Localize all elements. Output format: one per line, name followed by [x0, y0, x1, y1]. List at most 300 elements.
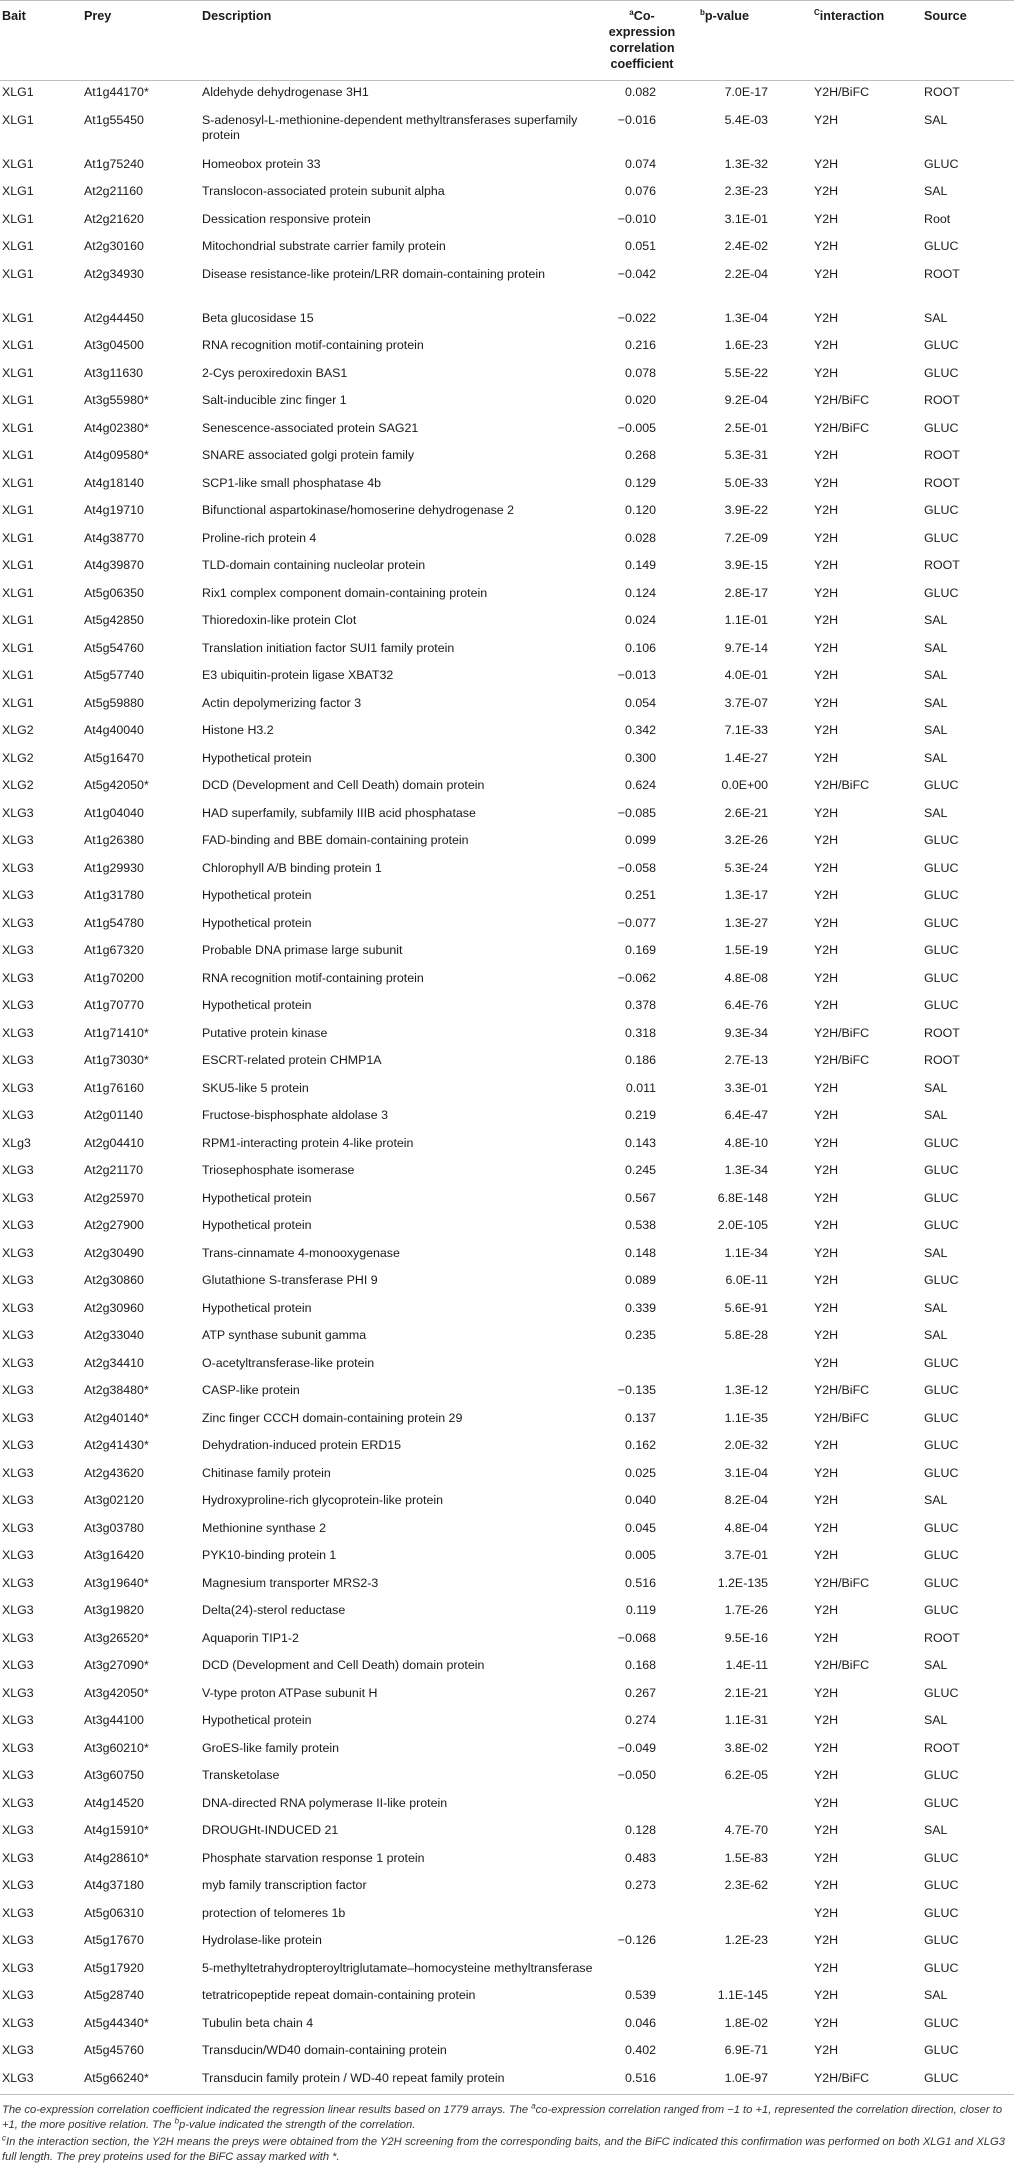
cell-description: Translation initiation factor SUI1 family protein: [202, 640, 455, 655]
table-row: [0, 1352, 1014, 1380]
cell-bait: XLG3: [2, 1658, 34, 1672]
cell-correlation: 0.078: [624, 365, 656, 380]
cell-description: Hydrolase-like protein: [202, 1933, 322, 1947]
cell-prey: At1g73030*: [84, 1053, 149, 1067]
table-row: [0, 1379, 1014, 1407]
cell-description: CASP-like protein: [202, 1383, 300, 1397]
cell-source: GLUC: [924, 1355, 959, 1370]
cell-description: Chitinase family protein: [202, 1465, 331, 1480]
cell-correlation: 0.162: [624, 1438, 656, 1452]
table-row: [0, 1214, 1014, 1242]
cell-description: Delta(24)-sterol reductase: [202, 1603, 346, 1617]
cell-prey: At3g60750: [84, 1768, 144, 1782]
cell-bait: XLG3: [2, 1850, 34, 1865]
cell-source: GLUC: [924, 530, 959, 545]
cell-description: RPM1-interacting protein 4-like protein: [202, 1135, 414, 1150]
cell-source: SAL: [924, 750, 948, 765]
cell-p-value: 1.8E-02: [724, 2015, 768, 2030]
cell-prey: At2g30860: [84, 1273, 144, 1287]
cell-bait: XLG2: [2, 750, 34, 765]
cell-p-value: 9.7E-14: [724, 640, 768, 655]
cell-p-value: 7.2E-09: [724, 530, 768, 545]
cell-interaction: Y2H: [814, 1080, 839, 1095]
cell-bait: XLG1: [2, 668, 34, 682]
cell-interaction: Y2H: [814, 448, 839, 462]
cell-bait: XLG3: [2, 2015, 34, 2030]
cell-prey: At1g67320: [84, 943, 144, 957]
cell-bait: XLG1: [2, 184, 34, 198]
cell-correlation: 0.149: [624, 558, 656, 572]
cell-bait: XLG1: [2, 503, 34, 517]
cell-source: SAL: [924, 805, 948, 820]
cell-bait: XLG3: [2, 970, 34, 985]
cell-source: SAL: [924, 184, 948, 198]
cell-bait: XLG1: [2, 266, 34, 281]
cell-p-value: 3.1E-01: [724, 211, 768, 226]
cell-source: ROOT: [924, 1025, 960, 1040]
cell-description: Transducin family protein / WD-40 repeat family protein: [200, 2067, 580, 2095]
cell-interaction: Y2H: [814, 558, 839, 572]
cell-source: ROOT: [924, 558, 960, 572]
cell-p-value: 6.2E-05: [724, 1768, 768, 1782]
table-row: [0, 1297, 1014, 1325]
cell-correlation: −0.050: [617, 1768, 656, 1782]
table-row: [0, 334, 1014, 362]
cell-bait: XLG1: [2, 365, 34, 380]
cell-correlation: 0.124: [624, 585, 656, 600]
table-row: [0, 208, 1014, 236]
cell-description: Actin depolymerizing factor 3: [202, 695, 362, 710]
cell-interaction: Y2H: [814, 338, 839, 352]
cell-description: Hypothetical protein: [202, 1190, 312, 1205]
cell-source: GLUC: [924, 1960, 959, 1975]
table-row: [0, 1874, 1014, 1902]
cell-interaction: Y2H: [814, 1850, 839, 1865]
cell-prey: At5g06350: [84, 585, 144, 600]
table-row: [0, 692, 1014, 720]
cell-description: Triosephosphate isomerase: [202, 1163, 355, 1177]
header-bait: Bait: [0, 1, 82, 81]
cell-description: tetratricopeptide repeat domain-containing protein: [202, 1988, 476, 2002]
cell-p-value: 4.8E-08: [724, 970, 768, 985]
cell-bait: XLG1: [2, 156, 34, 171]
cell-bait: XLG3: [2, 1933, 34, 1947]
table-row: [0, 472, 1014, 500]
cell-description: Aquaporin TIP1-2: [202, 1630, 299, 1645]
cell-description: S-adenosyl-L-methionine-dependent methyltransferases superfamily protein: [202, 112, 578, 142]
cell-interaction: Y2H: [814, 1685, 839, 1700]
cell-description: Magnesium transporter MRS2-3: [202, 1575, 379, 1590]
cell-description: O-acetyltransferase-like protein: [202, 1355, 375, 1370]
table-row: [0, 829, 1014, 857]
table-row: [0, 1737, 1014, 1765]
cell-description: 5-methyltetrahydropteroyltriglutamate–homocysteine methyltransferase: [202, 1960, 593, 1975]
cell-description: Bifunctional aspartokinase/homoserine dehydrogenase 2: [202, 503, 515, 517]
cell-p-value: 5.4E-03: [724, 112, 768, 127]
table-row: [0, 1462, 1014, 1490]
cell-description: FAD-binding and BBE domain-containing protein: [202, 833, 469, 847]
cell-prey: At3g26520*: [84, 1630, 149, 1645]
cell-prey: At4g37180: [84, 1878, 144, 1892]
cell-correlation: 0.120: [624, 503, 656, 517]
cell-prey: At2g38480*: [84, 1383, 149, 1397]
cell-description: Methionine synthase 2: [202, 1520, 326, 1535]
cell-p-value: 9.2E-04: [724, 393, 768, 407]
cell-description: Transketolase: [202, 1768, 280, 1782]
cell-prey: At2g21160: [84, 184, 144, 198]
cell-p-value: 7.0E-17: [724, 85, 768, 99]
cell-p-value: 6.0E-11: [725, 1273, 768, 1287]
cell-correlation: 0.168: [624, 1658, 656, 1672]
cell-prey: At1g29930: [84, 860, 144, 875]
cell-interaction: Y2H: [814, 1630, 839, 1645]
cell-interaction: Y2H/BiFC: [812, 2067, 922, 2095]
cell-description: Probable DNA primase large subunit: [202, 943, 403, 957]
table-body: [0, 81, 1014, 2095]
cell-p-value: 4.8E-10: [724, 1135, 768, 1150]
cell-bait: XLG3: [2, 1300, 34, 1315]
header-source: Source: [922, 1, 1014, 81]
cell-source: GLUC: [924, 1218, 959, 1232]
cell-p-value: 1.1E-31: [724, 1713, 768, 1727]
cell-p-value: 1.5E-83: [724, 1850, 768, 1865]
cell-p-value: 1.3E-34: [724, 1163, 768, 1177]
table-row: [0, 1242, 1014, 1270]
cell-description: V-type proton ATPase subunit H: [202, 1685, 378, 1700]
cell-p-value: 2.7E-13: [724, 1053, 768, 1067]
cell-bait: XLg3: [2, 1135, 31, 1150]
table-row: [0, 1792, 1014, 1820]
cell-prey: At2g30160: [84, 239, 144, 253]
cell-correlation: 0.076: [624, 184, 656, 198]
cell-bait: XLG3: [2, 1080, 34, 1095]
cell-p-value: 7.1E-33: [724, 723, 768, 737]
cell-source: ROOT: [924, 448, 960, 462]
table-row: [0, 1572, 1014, 1600]
cell-p-value: 6.4E-47: [724, 1108, 768, 1122]
table-row: [0, 1434, 1014, 1462]
cell-interaction: Y2H/BiFC: [814, 1658, 870, 1672]
cell-bait: XLG3: [2, 805, 34, 820]
cell-correlation: 0.267: [624, 1685, 656, 1700]
cell-bait: XLG1: [2, 695, 34, 710]
cell-interaction: Y2H: [814, 1190, 839, 1205]
cell-source: GLUC: [922, 2067, 1014, 2095]
cell-description: Histone H3.2: [202, 723, 274, 737]
cell-correlation: −0.005: [617, 420, 656, 435]
cell-p-value: 6.4E-76: [724, 998, 768, 1012]
cell-source: GLUC: [924, 1410, 959, 1425]
header-prey: Prey: [82, 1, 200, 81]
table-row: [0, 857, 1014, 885]
cell-bait: XLG3: [2, 1630, 34, 1645]
cell-correlation: 0.099: [624, 833, 656, 847]
cell-source: GLUC: [924, 1850, 959, 1865]
cell-source: SAL: [924, 1080, 948, 1095]
cell-prey: At4g38770: [84, 530, 144, 545]
table-row: [0, 444, 1014, 472]
cell-bait: XLG3: [2, 1108, 34, 1122]
cell-p-value: 2.2E-04: [724, 266, 768, 281]
cell-prey: At5g66240*: [82, 2067, 200, 2095]
table-row: [0, 1682, 1014, 1710]
cell-interaction: Y2H: [814, 239, 839, 253]
cell-correlation: 0.011: [625, 1080, 656, 1095]
cell-correlation: 0.567: [624, 1190, 656, 1205]
cell-prey: At1g76160: [84, 1080, 144, 1095]
cell-bait: XLG3: [2, 998, 34, 1012]
cell-description: protection of telomeres 1b: [202, 1905, 346, 1920]
cell-bait: XLG3: [2, 1383, 34, 1397]
cell-source: SAL: [924, 1713, 948, 1727]
cell-correlation: 0.300: [624, 750, 656, 765]
cell-interaction: Y2H: [814, 585, 839, 600]
cell-p-value: 1.3E-27: [724, 915, 768, 930]
cell-correlation: −0.062: [617, 970, 656, 985]
cell-interaction: Y2H: [814, 1355, 839, 1370]
cell-source: SAL: [924, 310, 948, 325]
cell-p-value: 9.3E-34: [724, 1025, 768, 1040]
cell-p-value: 5.5E-22: [724, 365, 768, 380]
cell-p-value: 1.1E-35: [724, 1410, 768, 1425]
cell-correlation: 0.028: [624, 530, 656, 545]
cell-correlation: 0.137: [624, 1410, 656, 1425]
cell-prey: At4g39870: [84, 558, 144, 572]
table-row: [0, 1654, 1014, 1682]
cell-source: GLUC: [924, 1878, 959, 1892]
cell-interaction: Y2H: [814, 1960, 839, 1975]
cell-bait: XLG1: [2, 393, 34, 407]
cell-bait: XLG2: [2, 723, 34, 737]
cell-bait: XLG1: [2, 640, 34, 655]
header-correlation: $^a$Co-expression correlation coefficient: [580, 1, 686, 81]
cell-interaction: Y2H: [814, 266, 839, 281]
cell-prey: At5g59880: [84, 695, 144, 710]
cell-p-value: 8.2E-04: [724, 1493, 768, 1507]
cell-bait: XLG1: [2, 530, 34, 545]
cell-prey: At3g19640*: [84, 1575, 149, 1590]
cell-correlation: 0.024: [624, 613, 656, 627]
table-row: [0, 884, 1014, 912]
cell-bait: XLG1: [2, 310, 34, 325]
cell-prey: At4g09580*: [84, 448, 149, 462]
cell-prey: At3g27090*: [84, 1658, 149, 1672]
table-row: [0, 1544, 1014, 1572]
cell-p-value: 2.8E-17: [724, 585, 768, 600]
table-row: [0, 637, 1014, 665]
cell-p-value: [686, 1902, 812, 1930]
cell-correlation: 0.624: [624, 778, 656, 792]
cell-interaction: Y2H: [814, 1328, 839, 1342]
cell-description: Thioredoxin-like protein Clot: [202, 613, 357, 627]
cell-source: GLUC: [924, 1603, 959, 1617]
table-row: [0, 719, 1014, 747]
cell-correlation: 0.025: [624, 1465, 656, 1480]
cell-source: SAL: [924, 613, 948, 627]
cell-description: RNA recognition motif-containing protein: [202, 338, 424, 352]
cell-bait: XLG3: [2, 1823, 34, 1837]
cell-source: SAL: [924, 668, 948, 682]
cell-prey: At3g03780: [84, 1520, 144, 1535]
cell-bait: XLG3: [2, 1190, 34, 1205]
cell-source: GLUC: [924, 1520, 959, 1535]
table-row: [0, 1627, 1014, 1655]
cell-source: GLUC: [924, 585, 959, 600]
cell-correlation: 0.483: [624, 1850, 656, 1865]
cell-interaction: Y2H/BiFC: [814, 1383, 870, 1397]
cell-description: DCD (Development and Cell Death) domain protein: [202, 1658, 485, 1672]
cell-prey: At5g17670: [84, 1933, 144, 1947]
cell-source: GLUC: [924, 1465, 959, 1480]
cell-interaction: Y2H: [814, 365, 839, 380]
cell-bait: XLG3: [2, 888, 34, 902]
table-row: [0, 2039, 1014, 2067]
header-row: [0, 1, 1014, 81]
cell-description: Proline-rich protein 4: [202, 530, 317, 545]
cell-description: DCD (Development and Cell Death) domain protein: [202, 778, 485, 792]
cell-correlation: −0.135: [617, 1383, 656, 1397]
cell-bait: XLG3: [2, 1768, 34, 1782]
cell-description: Beta glucosidase 15: [202, 310, 314, 325]
cell-interaction: Y2H: [814, 1108, 839, 1122]
cell-interaction: Y2H: [814, 530, 839, 545]
cell-description: Chlorophyll A/B binding protein 1: [202, 860, 382, 875]
cell-prey: At4g02380*: [84, 420, 149, 435]
cell-source: GLUC: [924, 888, 959, 902]
table-row: [0, 1599, 1014, 1627]
cell-correlation: 0.378: [624, 998, 656, 1012]
table-row: [0, 180, 1014, 208]
cell-prey: At4g40040: [84, 723, 144, 737]
cell-interaction: Y2H: [814, 156, 839, 171]
cell-prey: At3g42050*: [84, 1685, 149, 1700]
cell-interaction: Y2H: [814, 1988, 839, 2002]
footnote-1: The co-expression correlation coefficient indicated the regression linear results based on 1779 arrays. The $^a$co-expression correlation ranged from −1 to +1, represented the correlation direction, closer to +1, the more positive relation. The $^b$p-value indicated the strength of the correlation.: [2, 2101, 1003, 2131]
cell-prey: At3g04500: [84, 338, 144, 352]
cell-bait: XLG1: [2, 475, 34, 490]
cell-bait: XLG3: [2, 1795, 34, 1810]
cell-prey: At5g42050*: [84, 778, 149, 792]
cell-description: RNA recognition motif-containing protein: [202, 970, 424, 985]
cell-source: GLUC: [924, 943, 959, 957]
cell-bait: XLG1: [2, 585, 34, 600]
cell-source: SAL: [924, 1328, 948, 1342]
cell-interaction: Y2H/BiFC: [814, 393, 870, 407]
cell-correlation: 0.074: [624, 156, 656, 171]
cell-interaction: Y2H/BiFC: [814, 420, 870, 435]
cell-description: Zinc finger CCCH domain-containing protein 29: [202, 1410, 463, 1425]
header-interaction: $^C$interaction: [812, 1, 922, 81]
cell-p-value: 2.3E-62: [724, 1878, 768, 1892]
cell-description: Tubulin beta chain 4: [202, 2015, 314, 2030]
cell-correlation: 0.119: [625, 1603, 656, 1617]
cell-interaction: Y2H: [814, 1300, 839, 1315]
cell-p-value: 2.1E-21: [724, 1685, 768, 1700]
cell-correlation: 0.235: [624, 1328, 656, 1342]
table-row: [0, 1159, 1014, 1187]
table-row: [0, 1764, 1014, 1792]
cell-description: Disease resistance-like protein/LRR domain-containing protein: [202, 266, 545, 281]
cell-interaction: Y2H: [814, 998, 839, 1012]
cell-source: GLUC: [924, 420, 959, 435]
table-row: [0, 774, 1014, 802]
cell-prey: At2g04410: [84, 1135, 144, 1150]
cell-source: GLUC: [924, 1190, 959, 1205]
cell-source: GLUC: [924, 503, 959, 517]
cell-prey: At3g55980*: [84, 393, 149, 407]
cell-description: Homeobox protein 33: [202, 156, 321, 171]
cell-p-value: 1.5E-19: [724, 943, 768, 957]
cell-bait: XLG1: [2, 420, 34, 435]
table-row: [0, 664, 1014, 692]
cell-bait: XLG1: [2, 613, 34, 627]
cell-source: ROOT: [924, 393, 960, 407]
cell-bait: XLG3: [2, 1218, 34, 1232]
cell-source: ROOT: [924, 1630, 960, 1645]
cell-description: DNA-directed RNA polymerase II-like protein: [202, 1795, 448, 1810]
cell-p-value: 1.2E-23: [724, 1933, 768, 1947]
cell-prey: At3g11630: [84, 365, 144, 380]
table-row: [0, 1269, 1014, 1297]
cell-prey: At1g70770: [84, 998, 144, 1012]
table-row: [0, 1819, 1014, 1847]
cell-interaction: Y2H: [814, 1465, 839, 1480]
cell-description: myb family transcription factor: [202, 1878, 367, 1892]
cell-prey: At1g44170*: [84, 85, 149, 99]
cell-description: Hypothetical protein: [202, 750, 312, 765]
cell-interaction: Y2H: [814, 750, 839, 765]
cell-interaction: Y2H: [814, 805, 839, 820]
cell-p-value: 1.4E-27: [724, 750, 768, 765]
cell-prey: At1g55450: [84, 112, 144, 127]
cell-p-value: 1.1E-34: [724, 1245, 768, 1260]
cell-interaction: Y2H: [814, 2043, 839, 2057]
cell-source: GLUC: [924, 1163, 959, 1177]
cell-interaction: Y2H: [814, 211, 839, 226]
cell-correlation: 0.342: [624, 723, 656, 737]
cell-interaction: Y2H: [814, 1878, 839, 1892]
cell-description: Phosphate starvation response 1 protein: [202, 1850, 425, 1865]
cell-correlation: −0.085: [617, 805, 656, 820]
cell-bait: XLG3: [2, 1905, 34, 1920]
cell-prey: At2g40140*: [84, 1410, 149, 1425]
cell-correlation: 0.268: [624, 448, 656, 462]
cell-bait: XLG3: [2, 1273, 34, 1287]
cell-description: Hypothetical protein: [202, 998, 312, 1012]
cell-description: Hypothetical protein: [202, 915, 312, 930]
cell-bait: XLG3: [2, 1493, 34, 1507]
cell-source: GLUC: [924, 239, 959, 253]
table-row: [0, 609, 1014, 637]
cell-correlation: 0.089: [624, 1273, 656, 1287]
cell-correlation: 0.186: [624, 1053, 656, 1067]
cell-prey: At5g42850: [84, 613, 144, 627]
cell-source: GLUC: [924, 1438, 959, 1452]
cell-interaction: Y2H: [814, 1520, 839, 1535]
cell-bait: XLG3: [0, 2067, 82, 2095]
cell-description: Hydroxyproline-rich glycoprotein-like protein: [202, 1493, 444, 1507]
cell-correlation: [580, 1902, 686, 1930]
table-row: [0, 1929, 1014, 1957]
cell-prey: At2g44450: [84, 310, 144, 325]
cell-source: SAL: [924, 1988, 948, 2002]
cell-interaction: Y2H: [814, 943, 839, 957]
cell-correlation: 0.045: [624, 1520, 656, 1535]
cell-correlation: 0.318: [624, 1025, 656, 1040]
cell-prey: At1g75240: [84, 156, 144, 171]
cell-prey: At4g19710: [84, 503, 144, 517]
cell-prey: At5g45760: [84, 2043, 144, 2057]
